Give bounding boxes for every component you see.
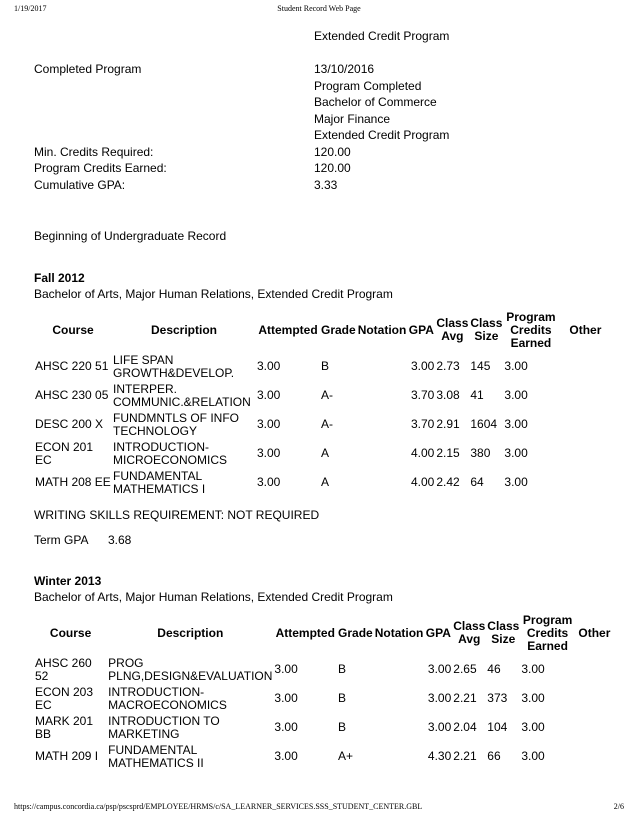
course-description: INTRODUCTION TO MARKETING xyxy=(108,713,220,741)
grade-points: 3.70 xyxy=(410,388,435,402)
grade-points: 3.00 xyxy=(410,359,435,373)
term-gpa-label: Term GPA xyxy=(34,533,89,547)
other xyxy=(575,655,614,684)
other xyxy=(558,381,612,410)
grade-points: 4.00 xyxy=(410,446,435,460)
grade-points: 3.00 xyxy=(427,720,452,734)
grade-points: 4.30 xyxy=(427,749,452,763)
notation xyxy=(357,468,408,497)
class-size: 104 xyxy=(487,720,508,734)
program-summary xyxy=(34,28,594,193)
header-class-size: Class Size xyxy=(487,619,520,646)
page-url: https://campus.concordia.ca/psp/pscsprd/EMPLOYEE/HRMS/c/SA_LEARNER_SERVICES.SSS_STUDENT_CENTER.GBL xyxy=(14,802,423,811)
course-code: MATH 208 EE xyxy=(35,475,111,489)
course-code: MARK 201 BB xyxy=(35,713,94,741)
grade: A- xyxy=(321,417,333,431)
summary-value: Bachelor of Commerce xyxy=(314,95,437,109)
summary-value: 120.00 xyxy=(314,161,351,175)
summary-value: Program Completed xyxy=(314,78,422,93)
term-winter-2013 xyxy=(34,573,614,771)
table-row xyxy=(34,410,612,439)
course-code: AHSC 220 51 xyxy=(35,359,109,373)
course-table xyxy=(34,308,612,497)
summary-label xyxy=(34,45,314,62)
class-average: 2.04 xyxy=(453,720,477,734)
attempted-credits: 3.00 xyxy=(257,475,281,489)
credits-earned: 3.00 xyxy=(521,720,545,734)
credits-earned: 3.00 xyxy=(504,417,528,431)
credits-earned: 3.00 xyxy=(521,662,545,676)
course-description: FUNDMNTLS OF INFO TECHNOLOGY xyxy=(113,410,239,438)
term-program: Bachelor of Arts, Major Human Relations, Extended Credit Program xyxy=(34,590,393,604)
credits-earned: 3.00 xyxy=(504,359,528,373)
notation xyxy=(374,655,425,684)
summary-label: Cumulative GPA: xyxy=(34,177,126,192)
table-row xyxy=(34,381,612,410)
header-course: Course xyxy=(49,625,92,640)
summary-label xyxy=(34,111,314,128)
other xyxy=(558,439,612,468)
header-gpa: GPA xyxy=(425,625,451,640)
grade-points: 3.70 xyxy=(410,417,435,431)
header-program-credits: Program Credits Earned xyxy=(506,309,556,350)
grade: A xyxy=(321,475,330,489)
summary-row xyxy=(34,160,594,177)
notation xyxy=(374,684,425,713)
summary-row xyxy=(34,177,594,194)
course-code: AHSC 260 52 xyxy=(35,655,92,683)
table-row xyxy=(34,713,614,742)
credits-earned: 3.00 xyxy=(504,388,528,402)
other xyxy=(575,713,614,742)
course-code: ECON 203 EC xyxy=(35,684,94,712)
header-grade: Grade xyxy=(321,322,356,337)
term-fall-2012 xyxy=(34,270,614,547)
class-size: 1604 xyxy=(470,417,498,431)
summary-label: Program Credits Earned: xyxy=(34,161,167,175)
credits-earned: 3.00 xyxy=(504,446,528,460)
term-title: Winter 2013 xyxy=(34,574,102,588)
other xyxy=(558,468,612,497)
attempted-credits: 3.00 xyxy=(257,359,281,373)
summary-value: Extended Credit Program xyxy=(314,128,450,142)
attempted-credits: 3.00 xyxy=(257,446,281,460)
print-header xyxy=(0,4,638,16)
grade: B xyxy=(338,720,347,734)
header-description: Description xyxy=(150,322,217,337)
summary-label xyxy=(34,28,314,45)
course-code: ECON 201 EC xyxy=(35,439,94,467)
course-description: INTRODUCTION-MACROECONOMICS xyxy=(108,684,227,712)
grade-points: 3.00 xyxy=(427,691,452,705)
course-code: AHSC 230 05 xyxy=(35,388,109,402)
summary-label xyxy=(34,94,314,111)
header-notation: Notation xyxy=(357,322,407,337)
course-description: FUNDAMENTAL MATHEMATICS I xyxy=(113,468,206,496)
class-size: 66 xyxy=(487,749,501,763)
class-size: 380 xyxy=(470,446,491,460)
notation xyxy=(374,742,425,771)
summary-value: Major Finance xyxy=(314,111,391,126)
summary-value: 13/10/2016 xyxy=(314,62,375,76)
header-class-avg: Class Avg xyxy=(453,619,486,646)
header-grade: Grade xyxy=(338,625,373,640)
table-header-row xyxy=(34,611,614,655)
class-average: 2.15 xyxy=(436,446,460,460)
attempted-credits: 3.00 xyxy=(274,691,298,705)
term-gpa-row xyxy=(34,533,614,547)
grade: B xyxy=(321,359,330,373)
notation xyxy=(357,410,408,439)
course-code: MATH 209 I xyxy=(35,749,99,763)
print-title: Student Record Web Page xyxy=(277,4,361,13)
print-date: 1/19/2017 xyxy=(14,4,47,13)
summary-value: 3.33 xyxy=(314,177,338,192)
course-rows xyxy=(34,655,614,771)
credits-earned: 3.00 xyxy=(521,691,545,705)
class-average: 2.21 xyxy=(453,691,477,705)
course-description: LIFE SPAN GROWTH&DEVELOP. xyxy=(113,352,235,380)
course-description: INTERPER. COMMUNIC.&RELATION xyxy=(113,381,251,409)
other xyxy=(558,410,612,439)
summary-row xyxy=(34,111,594,128)
summary-row xyxy=(34,45,594,62)
summary-row xyxy=(34,28,594,45)
print-footer xyxy=(0,802,638,814)
other xyxy=(558,352,612,381)
table-row xyxy=(34,352,612,381)
summary-row xyxy=(34,94,594,111)
header-other: Other xyxy=(578,625,611,640)
term-program: Bachelor of Arts, Major Human Relations, Extended Credit Program xyxy=(34,287,393,301)
credits-earned: 3.00 xyxy=(504,475,528,489)
class-average: 2.65 xyxy=(453,662,477,676)
summary-row xyxy=(34,61,594,78)
table-row xyxy=(34,439,612,468)
summary-label xyxy=(34,127,314,144)
header-attempted: Attempted xyxy=(275,625,335,640)
header-other: Other xyxy=(569,322,602,337)
other xyxy=(575,684,614,713)
summary-label: Completed Program xyxy=(34,62,142,76)
class-average: 2.73 xyxy=(436,359,460,373)
course-rows xyxy=(34,352,612,497)
header-course: Course xyxy=(52,322,94,337)
grade-points: 4.00 xyxy=(410,475,435,489)
course-description: FUNDAMENTAL MATHEMATICS II xyxy=(108,742,204,770)
notation xyxy=(357,439,408,468)
notation xyxy=(374,713,425,742)
attempted-credits: 3.00 xyxy=(274,749,298,763)
summary-row xyxy=(34,127,594,144)
class-size: 145 xyxy=(470,359,491,373)
grade: A- xyxy=(321,388,333,402)
attempted-credits: 3.00 xyxy=(257,417,281,431)
header-attempted: Attempted xyxy=(258,322,318,337)
grade: A xyxy=(321,446,330,460)
table-row xyxy=(34,468,612,497)
term-gpa-value: 3.68 xyxy=(108,533,132,547)
attempted-credits: 3.00 xyxy=(257,388,281,402)
notation xyxy=(357,352,408,381)
summary-row xyxy=(34,144,594,161)
header-gpa: GPA xyxy=(408,322,434,337)
table-row xyxy=(34,684,614,713)
attempted-credits: 3.00 xyxy=(274,720,298,734)
class-average: 3.08 xyxy=(436,388,460,402)
class-size: 373 xyxy=(487,691,508,705)
credits-earned: 3.00 xyxy=(521,749,545,763)
table-header-row xyxy=(34,308,612,352)
writing-skills-note: WRITING SKILLS REQUIREMENT: NOT REQUIRED xyxy=(34,508,320,522)
course-code: DESC 200 X xyxy=(35,417,104,431)
summary-value: 120.00 xyxy=(314,144,351,159)
grade: A+ xyxy=(338,749,354,763)
class-average: 2.42 xyxy=(436,475,460,489)
table-row xyxy=(34,742,614,771)
other xyxy=(575,742,614,771)
class-size: 46 xyxy=(487,662,501,676)
course-table xyxy=(34,611,614,771)
summary-value: Extended Credit Program xyxy=(314,29,450,43)
header-description: Description xyxy=(157,625,224,640)
grade-points: 3.00 xyxy=(427,662,452,676)
course-description: INTRODUCTION-MICROECONOMICS xyxy=(113,439,227,467)
page-number: 2/6 xyxy=(613,802,624,811)
beginning-record-label: Beginning of Undergraduate Record xyxy=(34,229,227,243)
notation xyxy=(357,381,408,410)
header-class-size: Class Size xyxy=(470,316,503,343)
header-program-credits: Program Credits Earned xyxy=(522,612,573,653)
summary-value xyxy=(314,45,594,62)
summary-row xyxy=(34,78,594,95)
attempted-credits: 3.00 xyxy=(274,662,298,676)
table-row xyxy=(34,655,614,684)
summary-label xyxy=(34,78,314,95)
course-description: PROG PLNG,DESIGN&EVALUATION xyxy=(108,655,273,683)
grade: B xyxy=(338,662,347,676)
class-size: 64 xyxy=(470,475,484,489)
summary-label: Min. Credits Required: xyxy=(34,144,154,159)
header-notation: Notation xyxy=(374,625,424,640)
header-class-avg: Class Avg xyxy=(436,316,469,343)
class-average: 2.91 xyxy=(436,417,460,431)
class-average: 2.21 xyxy=(453,749,477,763)
class-size: 41 xyxy=(470,388,484,402)
grade: B xyxy=(338,691,347,705)
term-title: Fall 2012 xyxy=(34,271,85,285)
